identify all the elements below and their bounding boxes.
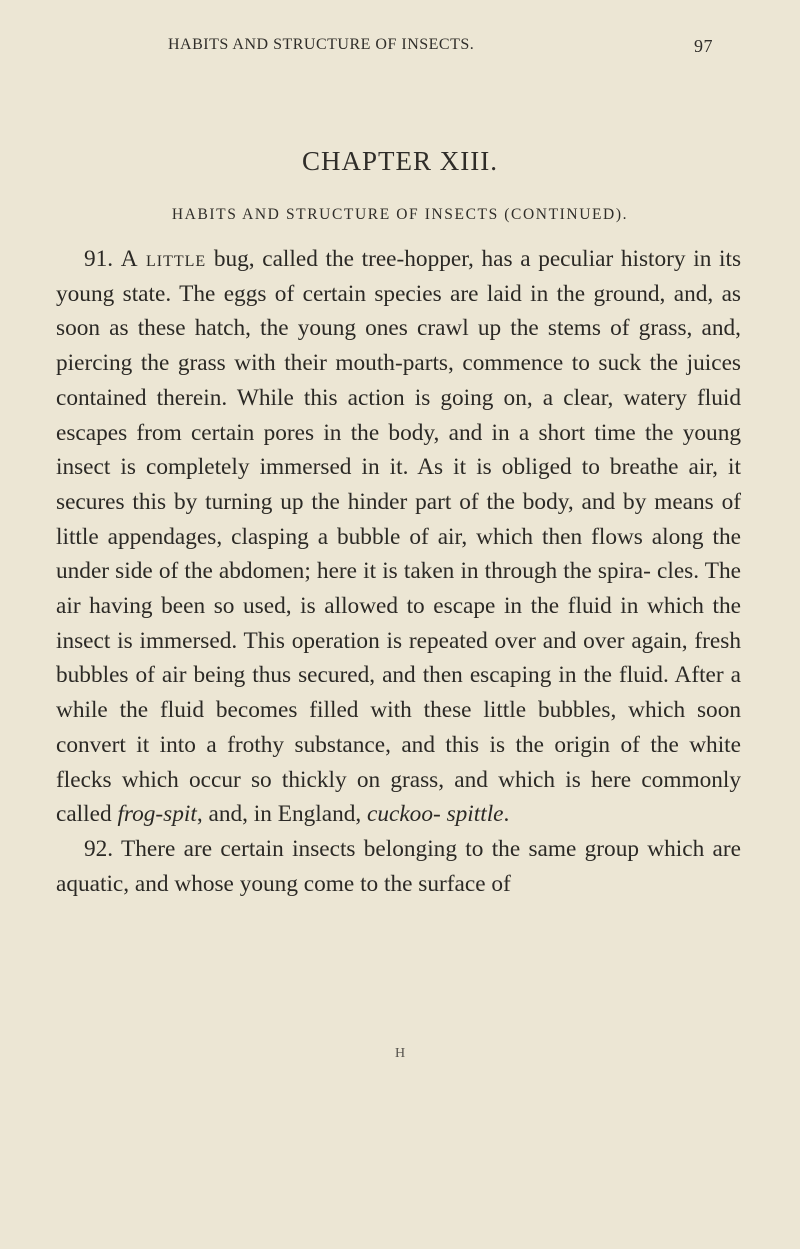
chapter-subtitle (0, 206, 800, 224)
paragraph-text: . (503, 801, 510, 828)
chapter-subtitle-text: HABITS AND STRUCTURE OF INSECTS (CONTINUED). (171, 206, 629, 223)
page-number: 97 (694, 36, 713, 56)
paragraph-text: There are certain insects belonging to the same group which are aquatic, and whose young come to the surface of (56, 835, 741, 897)
paragraph-91 (56, 242, 741, 832)
italic-term-cuckoo-spittle: cuckoo- spittle (367, 801, 504, 828)
italic-term-frog-spit: frog-spit (117, 801, 197, 828)
body-text (56, 242, 741, 901)
paragraph-lead-smallcaps: A little (120, 246, 207, 272)
signature-mark: H (394, 1046, 406, 1061)
paragraph-text: , and, in England, (196, 801, 368, 828)
paragraph-92 (56, 832, 741, 901)
paragraph-text: bug, called the tree-hopper, has a peculiar history in its young state. The eggs of certain species are laid in the ground, and, as soon as these hatch, the young ones crawl up the stems of grass, and, piercing the grass with their mouth-parts, commence to suck the juices contained therein. While this action is going on, a clear, watery fluid escapes from certain pores in the body, and in a short time the young insect is completely immersed in it. As it is obliged to breathe air, it secures this by turning up the hinder part of the body, and by means of little appendages, clasping a bubble of air, which then flows along the under side of the abdomen; here it is taken in through the spira- cles. The air having been so used, is allowed to escape in the fluid in which the insect is immersed. This operation is repeated over and over again, fresh bubbles of air being thus secured, and then escaping in the fluid. After a while the fluid becomes filled with these little bubbles, which soon convert it into a frothy substance, and this is the origin of the white flecks which occur so thickly on grass, and which is here commonly called (56, 246, 742, 828)
running-head-title: HABITS AND STRUCTURE OF INSECTS. (168, 36, 475, 53)
chapter-title: CHAPTER XIII. (302, 146, 498, 176)
running-head (168, 36, 713, 56)
paragraph-number: 92. (84, 835, 114, 862)
paragraph-number: 91. (84, 246, 114, 272)
